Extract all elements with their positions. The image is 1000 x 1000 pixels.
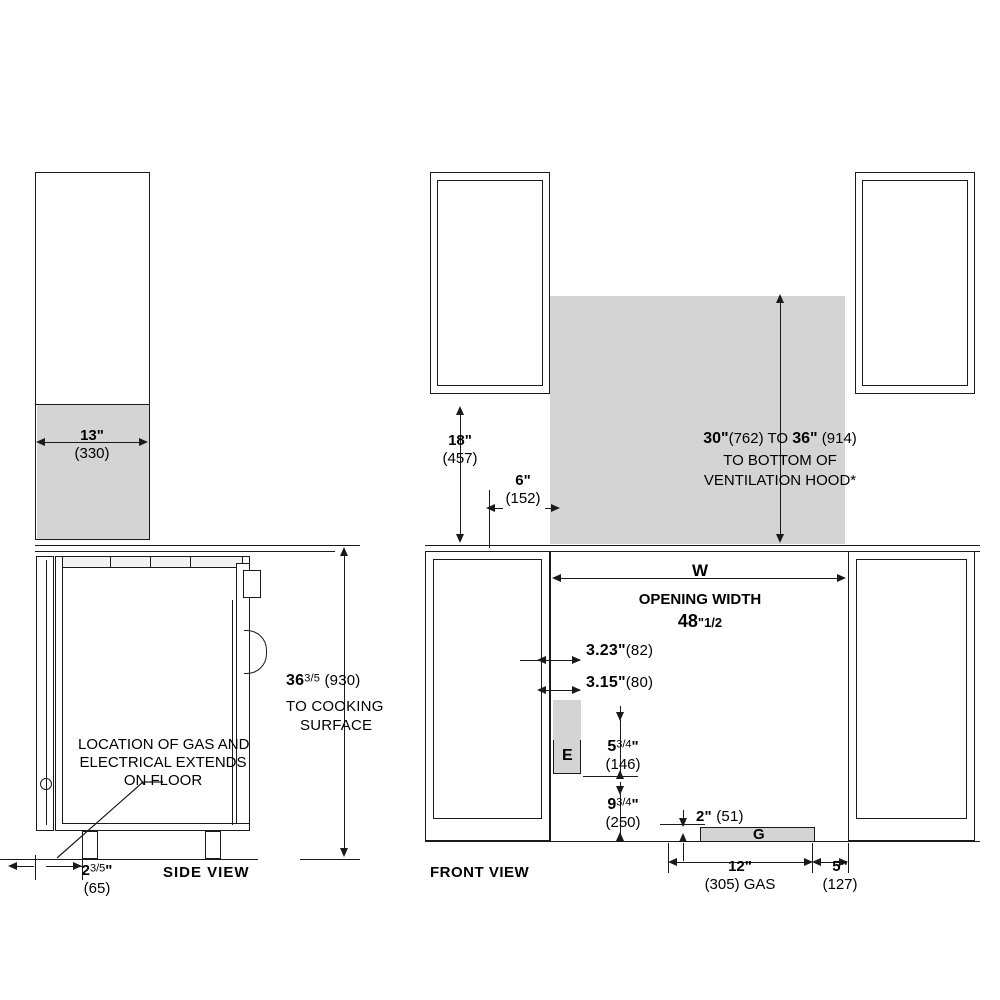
front-934-arrow-up xyxy=(616,832,624,841)
side-handle-bracket xyxy=(243,570,261,598)
front-opening-left-edge xyxy=(550,551,551,841)
side-note-line1: LOCATION OF GAS AND xyxy=(78,736,250,753)
front-w-letter: W xyxy=(691,561,709,580)
side-height-ext-top xyxy=(300,545,360,546)
front-upper-left-cabinet-panel xyxy=(437,180,543,386)
side-height-label xyxy=(286,672,361,689)
front-hood-label-line3: VENTILATION HOOD* xyxy=(703,472,857,489)
front-315-label xyxy=(586,674,653,691)
front-323-mm: (82) xyxy=(625,642,654,659)
side-counter-top-line2 xyxy=(35,551,335,552)
front-12in-inches: 12" xyxy=(728,858,752,875)
side-cabinet-bottom-line xyxy=(35,404,150,405)
front-12in-mm: (305) GAS xyxy=(704,876,776,893)
front-934-mm: (250) xyxy=(605,814,641,831)
front-w-value-frac: "1/2 xyxy=(697,615,723,630)
side-depth-label xyxy=(42,427,142,463)
front-w-value-whole: 48 xyxy=(677,611,698,631)
side-depth-inches: 13" xyxy=(80,427,104,444)
side-foot-mm: (65) xyxy=(83,880,111,897)
side-note-line2: ELECTRICAL EXTENDS xyxy=(79,754,247,771)
side-height-mm: (930) xyxy=(324,672,361,689)
front-315-mm: (80) xyxy=(625,674,654,691)
side-height-inches: 36 xyxy=(286,672,305,689)
front-12in-label xyxy=(690,858,790,894)
side-clearance-shading xyxy=(37,404,149,539)
front-2in-dim-line2 xyxy=(683,843,684,861)
side-foot-inches: 2 xyxy=(81,862,90,879)
front-534-ext-bottom xyxy=(583,776,638,777)
side-panel-div-3 xyxy=(190,556,191,568)
front-2in-inches: 2" xyxy=(696,808,712,825)
front-6-label xyxy=(493,472,553,508)
front-hood-label-line1 xyxy=(600,430,960,448)
front-opening-right-edge xyxy=(848,551,849,841)
front-hood-762: (762) TO xyxy=(728,430,793,447)
front-323-arrow-left xyxy=(537,656,546,664)
front-w-arrow-left xyxy=(552,574,561,582)
front-lower-left-cabinet-panel xyxy=(433,559,542,819)
side-leg-right xyxy=(205,831,221,859)
front-323-label xyxy=(586,642,653,659)
front-534-inches: 5 xyxy=(607,738,617,755)
front-6-mm: (152) xyxy=(505,490,541,507)
front-934-frac: 3/4 xyxy=(616,796,632,809)
front-534-mm: (146) xyxy=(605,756,641,773)
front-315-arrow-right xyxy=(572,686,581,694)
front-hood-30: 30" xyxy=(703,430,729,447)
side-note-line3: ON FLOOR xyxy=(123,772,203,789)
front-5in-inches: 5" xyxy=(832,858,848,875)
front-323-inches: 3.23" xyxy=(586,642,626,659)
front-clearance-shading xyxy=(550,296,845,544)
side-height-line2: TO COOKING xyxy=(286,698,384,715)
front-hood-arrow-up xyxy=(776,294,784,303)
front-18-dim-line xyxy=(460,410,461,540)
front-6-ext-left xyxy=(489,490,490,548)
side-panel-div-2 xyxy=(150,556,151,568)
front-lower-right-cabinet-panel xyxy=(856,559,967,819)
front-534-label: $5^{3/4}$" (146) xyxy=(605,738,641,773)
front-w-arrow-right xyxy=(837,574,846,582)
side-door-inner-line xyxy=(232,600,233,825)
front-w-caption: OPENING WIDTH xyxy=(638,591,762,608)
front-5in-mm: (127) xyxy=(822,876,858,893)
side-height-frac: 3/5 xyxy=(304,672,321,685)
front-w-value xyxy=(620,612,780,632)
front-view-title: FRONT VIEW xyxy=(430,864,530,881)
side-control-panel xyxy=(62,556,243,568)
front-2in-label xyxy=(696,808,744,825)
front-534-arrow-down xyxy=(616,712,624,721)
side-view-title: SIDE VIEW xyxy=(163,864,250,881)
front-hood-arrow-down xyxy=(776,534,784,543)
front-18-mm: (457) xyxy=(442,450,478,467)
front-315-arrow-left xyxy=(537,686,546,694)
front-934-arrow-down xyxy=(616,786,624,795)
front-315-inches: 3.15" xyxy=(586,674,626,691)
side-depth-mm: (330) xyxy=(74,445,110,462)
front-2in-mm: (51) xyxy=(716,808,744,825)
front-5in-label xyxy=(800,858,880,894)
front-upper-right-cabinet-panel xyxy=(862,180,968,386)
side-foot-ext-1 xyxy=(35,855,36,880)
front-934-label: $9^{3/4}$" (250) xyxy=(605,796,641,831)
side-handle-arc xyxy=(244,630,267,674)
front-hood-914: (914) xyxy=(821,430,857,447)
side-height-arrow-up xyxy=(340,547,348,556)
side-height-line3: SURFACE xyxy=(300,717,373,734)
front-323-arrow-right xyxy=(572,656,581,664)
side-note-text xyxy=(78,736,248,790)
side-foot-arrow-left xyxy=(8,862,17,870)
front-18-arrow-up xyxy=(456,406,464,415)
side-foot-label: $2^{3/5}$" (65) xyxy=(81,862,113,897)
front-counter-line xyxy=(425,545,980,546)
front-hood-36: 36" xyxy=(792,430,818,447)
side-height-arrow-down xyxy=(340,848,348,857)
front-hood-label-line2: TO BOTTOM OF xyxy=(723,452,837,469)
front-e-letter: E xyxy=(562,747,573,764)
side-panel-div-1 xyxy=(110,556,111,568)
front-12in-arrow-left xyxy=(668,858,677,866)
front-18-label xyxy=(425,432,495,468)
side-foot-frac: 3/5 xyxy=(89,862,106,875)
front-534-frac: 3/4 xyxy=(616,738,632,751)
front-18-inches: 18" xyxy=(448,432,472,449)
front-hood-dim-line xyxy=(780,298,781,540)
front-e-strip xyxy=(553,700,581,740)
front-g-letter: G xyxy=(753,826,765,843)
front-2in-arrow-up xyxy=(679,833,687,842)
front-18-arrow-down xyxy=(456,534,464,543)
side-height-ext-bottom xyxy=(300,859,360,860)
front-6-inches: 6" xyxy=(515,472,531,489)
front-2in-arrow-down xyxy=(679,818,687,827)
front-934-inches: 9 xyxy=(607,796,617,813)
